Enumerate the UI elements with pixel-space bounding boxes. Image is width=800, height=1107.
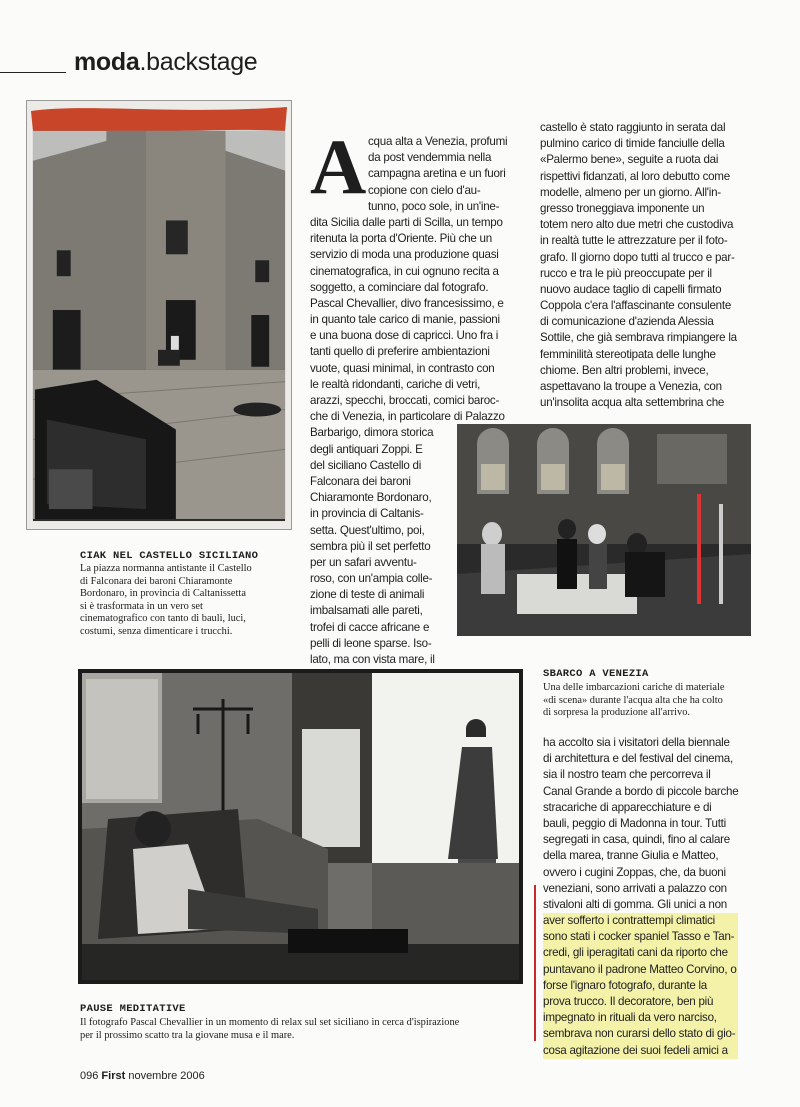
- page-footer: [80, 1070, 205, 1082]
- highlighted-line: credi, gli iperagitati cani da riporto che: [543, 945, 738, 961]
- castle-photo: [26, 100, 292, 530]
- magazine-name: First: [101, 1070, 126, 1082]
- text-line: castello è stato raggiunto in serata dal: [540, 121, 726, 134]
- highlighted-line: forse l'ignaro fotografo, durante la: [543, 978, 738, 994]
- text-line: femminilità stereotipata delle lunghe: [540, 347, 716, 361]
- caption-line: «di scena» durante l'acqua alta che ha colto: [543, 694, 723, 706]
- text-line: servizio di moda una produzione quasi: [310, 248, 499, 262]
- text-line: ritenuta la porta d'Oriente. Più che un: [310, 232, 492, 246]
- text-line: sembra più il set perfetto: [310, 539, 431, 553]
- caption-line: cinematografico con tanto di bauli, luci,: [80, 613, 246, 625]
- text-line: totem nero alto due metri che custodiva: [540, 218, 734, 232]
- text-line: segregati in casa, quindi, fino al calare: [543, 833, 730, 847]
- text-line: stivaloni alti di gomma. Gli unici a non: [543, 897, 727, 911]
- text-line: in quanto tale carico di manie, passioni: [310, 313, 500, 327]
- caption-line: per il prossimo scatto tra la giovane musa e il mare.: [80, 1029, 295, 1041]
- text-line: del siciliano Castello di: [310, 458, 422, 472]
- highlighted-line: aver sofferto i contrattempi climatici: [543, 913, 738, 929]
- text-line: di architettura e del festival del cinema,: [543, 752, 733, 766]
- text-line: lato, ma con vista mare, il: [310, 653, 435, 666]
- text-line: rucco e tra le più preoccupate per il: [540, 266, 712, 280]
- text-line: stracariche di apparecchiature e di: [543, 800, 712, 814]
- section-title-rest: .backstage: [139, 48, 258, 76]
- caption-line: La piazza normanna antistante il Castello: [80, 563, 252, 574]
- highlighted-line: prova trucco. Il decoratore, ben più: [543, 994, 738, 1010]
- text-line: copione con cielo d'au-: [368, 183, 481, 197]
- highlight-margin-bar: [534, 885, 536, 1041]
- page-number: 096: [80, 1070, 99, 1082]
- caption-line: Il fotografo Pascal Chevallier in un momento di relax sul set siciliano in cerca d'ispirazione: [80, 1017, 460, 1028]
- text-line: un'insolita acqua alta settembrina che: [540, 396, 725, 410]
- text-line: aspettavano la troupe a Venezia, con: [540, 380, 722, 393]
- castle-caption-text: [80, 563, 252, 639]
- text-line: ovvero i cugini Zoppas, che, da buoni: [543, 865, 726, 879]
- highlighted-line: sembrava non curarsi dello stato di gio-: [543, 1026, 738, 1042]
- highlighted-line: puntavano il padrone Matteo Corvino, o: [543, 962, 738, 978]
- text-line: vuote, quasi minimal, in contrasto con: [310, 361, 495, 375]
- caption-line: Bordonaro, in provincia di Caltanissetta: [80, 588, 246, 600]
- text-line: ha accolto sia i visitatori della biennale: [543, 736, 730, 749]
- text-line: per un safari avventu-: [310, 555, 417, 569]
- text-line: roso, con un'ampia colle-: [310, 572, 433, 586]
- castle-caption-title: CIAK NEL CASTELLO SICILIANO: [80, 550, 259, 562]
- text-line: degli antiquari Zoppi. E: [310, 442, 423, 456]
- venice-caption-text: [543, 682, 724, 720]
- text-line: bauli, peggio di Madonna in tour. Tutti: [543, 816, 726, 830]
- text-line: cqua alta a Venezia, profumi: [368, 135, 508, 148]
- text-line: che di Venezia, in particolare di Palazzo: [310, 410, 505, 424]
- text-line: cinematografica, in cui ognuno recita a: [310, 264, 499, 278]
- text-line: veneziani, sono arrivati a palazzo con: [543, 881, 727, 895]
- text-line: tanti quello di preferire ambientazioni: [310, 345, 490, 359]
- caption-line: di sorpresa la produzione all'arrivo.: [543, 707, 691, 719]
- text-line: modelle, almeno per un giorno. All'in-: [540, 185, 721, 199]
- interior-caption-title: PAUSE MEDITATIVE: [80, 1003, 186, 1015]
- caption-line: si è trasformata in un vero set: [80, 600, 203, 612]
- header-rule: [0, 72, 66, 73]
- text-line: zione di teste di animali: [310, 588, 425, 602]
- text-line: tunno, poco sole, in un'ine-: [368, 199, 500, 213]
- text-line: Pascal Chevallier, divo francesissimo, e: [310, 296, 504, 310]
- venice-photo: [457, 424, 751, 636]
- text-line: dita Sicilia dalle parti di Scilla, un tempo: [310, 215, 503, 229]
- venice-caption-title: SBARCO A VENEZIA: [543, 668, 649, 680]
- text-line: della marea, tranne Giulia e Matteo,: [543, 849, 719, 863]
- text-line: le realtà ridondanti, cariche di vetri,: [310, 377, 481, 391]
- section-title-bold: moda: [74, 48, 140, 76]
- text-line: grafo. Il giorno dopo tutti al trucco e par-: [540, 250, 735, 264]
- highlighted-line: impegnato in rituali da vero narciso,: [543, 1010, 738, 1026]
- text-line: pulmino carico di timide fanciulle della: [540, 137, 725, 151]
- caption-line: Una delle imbarcazioni cariche di materiale: [543, 682, 725, 693]
- text-line: campagna aretina e un fuori: [368, 167, 506, 181]
- article-column-3: [543, 735, 738, 1059]
- caption-line: di Falconara dei baroni Chiaramonte: [80, 575, 233, 587]
- text-line: arazzi, specchi, broccati, comici baroc-: [310, 394, 500, 407]
- text-line: Canal Grande a bordo di piccole barche: [543, 784, 739, 798]
- text-line: setta. Quest'ultimo, poi,: [310, 523, 425, 537]
- issue-date: novembre 2006: [128, 1070, 205, 1082]
- text-line: in provincia di Caltanis-: [310, 507, 424, 521]
- text-line: di comunicazione d'azienda Alessia: [540, 315, 714, 329]
- text-line: Falconara dei baroni: [310, 474, 411, 488]
- highlighted-line: cosa agitazione dei suoi fedeli amici a: [543, 1043, 738, 1059]
- text-line: Coppola c'era l'affascinante consulente: [540, 299, 732, 313]
- text-line: rispettivi fidanzati, al loro debutto come: [540, 169, 730, 183]
- text-line: da post vendemmia nella: [368, 151, 492, 165]
- text-line: Chiaramonte Bordonaro,: [310, 491, 432, 505]
- text-line: «Palermo bene», seguite a ruota dai: [540, 153, 719, 167]
- text-line: chiome. Ben altri problemi, invece,: [540, 363, 709, 377]
- text-line: nuovo audace taglio di capelli firmato: [540, 282, 722, 296]
- text-line: gresso troneggiava imponente un: [540, 201, 705, 215]
- caption-line: costumi, senza dimenticare i trucchi.: [80, 625, 233, 637]
- text-line: Sottile, che già sembrava rimpiangere la: [540, 331, 737, 345]
- text-line: Barbarigo, dimora storica: [310, 426, 434, 440]
- highlighted-line: sono stati i cocker spaniel Tasso e Tan-: [543, 929, 738, 945]
- article-column-2: [540, 120, 737, 411]
- drop-cap: A: [310, 123, 367, 210]
- text-line: in realtà tutte le attrezzature per il foto-: [540, 234, 728, 248]
- interior-photo: [78, 669, 523, 984]
- interior-caption-text: [80, 1017, 459, 1042]
- text-line: soggetto, a cominciare dal fotografo.: [310, 280, 489, 294]
- text-line: trofei di cacce africane e: [310, 620, 430, 634]
- text-line: e una buona dose di capricci. Uno fra i: [310, 329, 499, 343]
- section-title: [74, 48, 257, 77]
- text-line: pelli di leone sparse. Iso-: [310, 636, 432, 650]
- text-line: imbalsamati alle pareti,: [310, 604, 423, 618]
- text-line: sia il nostro team che percorreva il: [543, 768, 711, 782]
